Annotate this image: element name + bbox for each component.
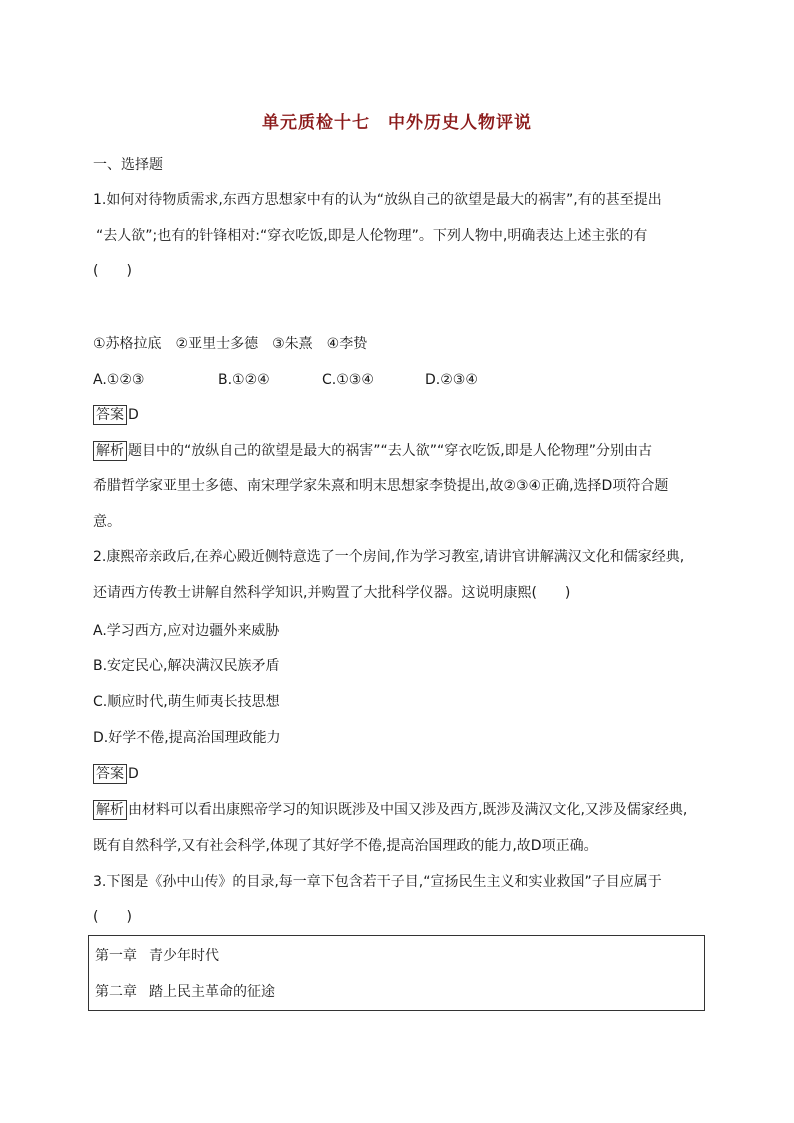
q1-answer-blank: ( ) (93, 263, 132, 279)
q1-option-b: B.①②④ (218, 372, 270, 388)
toc-chapter: 第一章 (95, 948, 137, 964)
toc-row (95, 982, 275, 1002)
toc-chapter: 第二章 (95, 984, 137, 1000)
q1-stem-line1: 1.如何对待物质需求,东西方思想家中有的认为“放纵自己的欲望是最大的祸害”,有的甚至提出 (93, 192, 662, 208)
q1-answer (93, 405, 139, 425)
analysis-text: 由材料可以看出康熙帝学习的知识既涉及中国又涉及西方,既涉及满汉文化,又涉及儒家经典, (128, 802, 688, 818)
page-title: 单元质检十七 中外历史人物评说 (262, 113, 532, 133)
analysis-tag: 解析 (93, 441, 127, 461)
answer-value: D (128, 766, 139, 782)
table-of-contents-box (88, 935, 705, 1011)
q3-stem-line1: 3.下图是《孙中山传》的目录,每一章下包含若干子目,“宣扬民生主义和实业救国”子目应属于 (93, 874, 662, 890)
toc-chapter-name: 踏上民主革命的征途 (149, 984, 275, 1000)
q2-analysis-line2: 既有自然科学,又有社会科学,体现了其好学不倦,提高治国理政的能力,故D项正确。 (93, 838, 598, 854)
q2-analysis-line1 (93, 800, 687, 820)
q2-option-a: A.学习西方,应对边疆外来威胁 (93, 623, 280, 639)
q1-option-d: D.②③④ (425, 372, 478, 388)
section-heading: 一、选择题 (93, 157, 163, 173)
q1-analysis-line1 (93, 441, 652, 461)
q1-analysis-line3: 意。 (93, 514, 121, 530)
q3-answer-blank: ( ) (93, 909, 132, 925)
q2-option-d: D.好学不倦,提高治国理政能力 (93, 730, 281, 746)
analysis-tag: 解析 (93, 800, 127, 820)
q1-items: ①苏格拉底 ②亚里士多德 ③朱熹 ④李贽 (93, 336, 368, 352)
q2-option-b: B.安定民心,解决满汉民族矛盾 (93, 658, 280, 674)
answer-value: D (128, 407, 139, 423)
toc-row (95, 946, 219, 966)
toc-chapter-name: 青少年时代 (149, 948, 219, 964)
q2-stem-line2: 还请西方传教士讲解自然科学知识,并购置了大批科学仪器。这说明康熙( ) (93, 585, 571, 601)
analysis-text: 题目中的“放纵自己的欲望是最大的祸害”“去人欲”“穿衣吃饭,即是人伦物理”分别由古 (128, 443, 652, 459)
q2-option-c: C.顺应时代,萌生师夷长技思想 (93, 694, 280, 710)
q2-stem-line1: 2.康熙帝亲政后,在养心殿近侧特意选了一个房间,作为学习教室,请讲官讲解满汉文化和儒家经典, (93, 549, 685, 565)
answer-tag: 答案 (93, 764, 127, 784)
q1-option-a: A.①②③ (93, 372, 145, 388)
q1-stem-line2: “去人欲”;也有的针锋相对:“穿衣吃饭,即是人伦物理”。下列人物中,明确表达上述主张的有 (96, 228, 648, 244)
q1-option-c: C.①③④ (322, 372, 374, 388)
q2-answer (93, 764, 139, 784)
answer-tag: 答案 (93, 405, 127, 425)
q1-analysis-line2: 希腊哲学家亚里士多德、南宋理学家朱熹和明末思想家李贽提出,故②③④正确,选择D项符合题 (93, 478, 669, 494)
